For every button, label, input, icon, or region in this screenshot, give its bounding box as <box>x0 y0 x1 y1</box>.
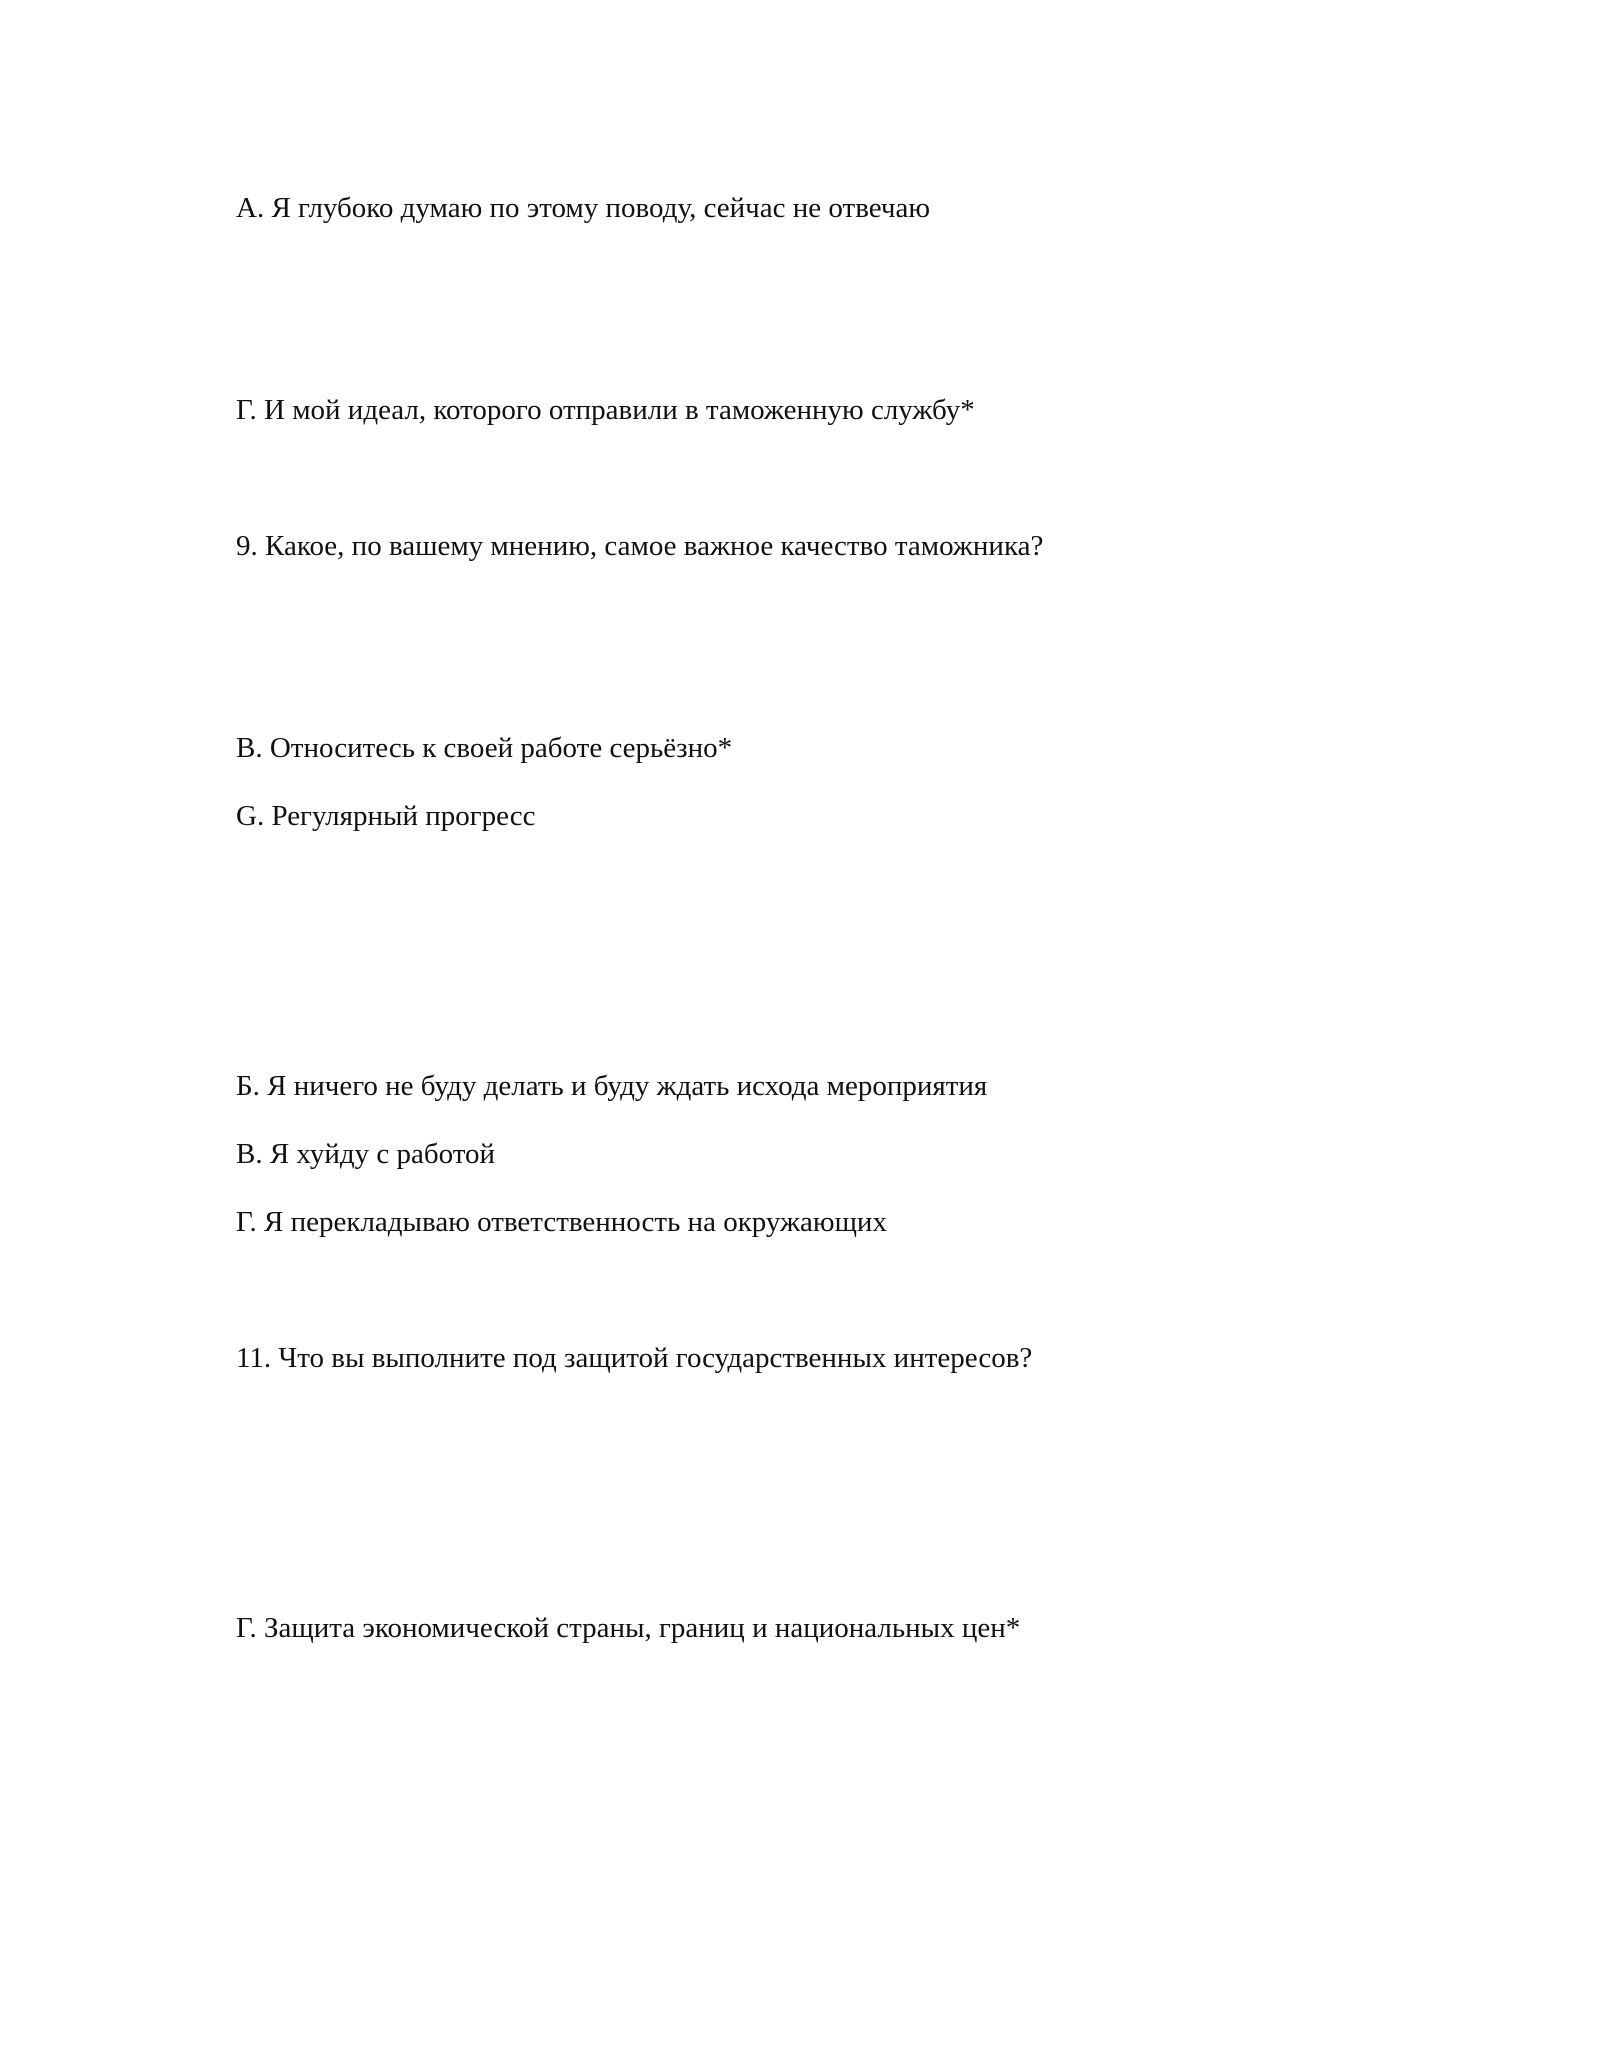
answer-option-a: А. Я глубоко думаю по этому поводу, сейчас не отвечаю <box>236 192 930 224</box>
answer-option-g: Г. Защита экономической страны, границ и национальных цен* <box>236 1612 1021 1644</box>
answer-option-v: В. Я хуйду с работой <box>236 1138 496 1170</box>
answer-option-g: Г. И мой идеал, которого отправили в таможенную службу* <box>236 394 975 426</box>
answer-option-g-latin: G. Регулярный прогресс <box>236 800 536 832</box>
answer-option-g: Г. Я перекладываю ответственность на окружающих <box>236 1206 887 1238</box>
question-11: 11. Что вы выполните под защитой государственных интересов? <box>236 1342 1033 1374</box>
question-9: 9. Какое, по вашему мнению, самое важное качество таможника? <box>236 530 1044 562</box>
answer-option-v: В. Относитесь к своей работе серьёзно* <box>236 732 733 764</box>
answer-option-b: Б. Я ничего не буду делать и буду ждать исхода мероприятия <box>236 1070 988 1102</box>
